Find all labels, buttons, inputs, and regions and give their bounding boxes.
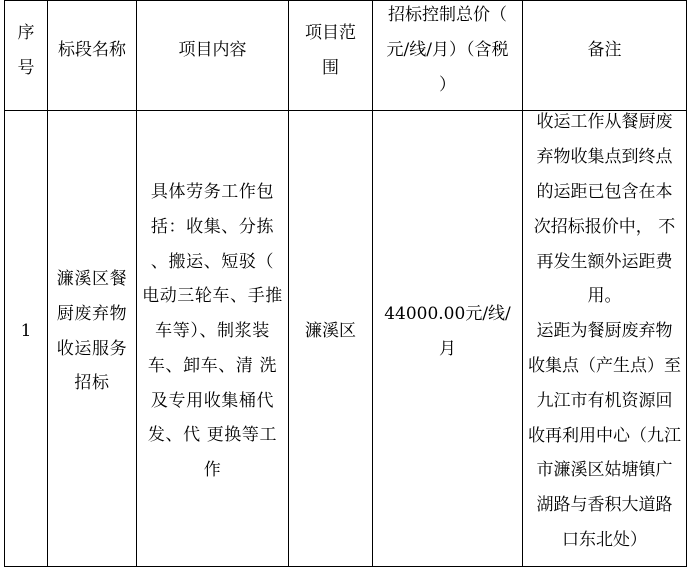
text-line: 作 [203, 460, 222, 481]
text-line: 收运工作从餐厨废 [536, 112, 673, 133]
text-line: 招标控制总价（ [388, 5, 507, 25]
text-line: 月 [439, 338, 456, 359]
row-content [137, 111, 289, 567]
text-line: 再发生额外运距费 [536, 251, 673, 272]
text-line: 车等）、制浆装 [155, 321, 270, 342]
header-content [137, 1, 289, 111]
row-index [5, 111, 48, 567]
text-line: 序 [17, 22, 35, 43]
text-line: 运距为餐厨废弃物 [536, 321, 673, 342]
text-line: 项目内容 [178, 40, 247, 60]
text-line: 发、代 更换等工 [147, 425, 278, 446]
text-line: 收集点（产生点）至 [528, 355, 681, 376]
row-section-name [48, 111, 137, 567]
text-line: 口东北处） [562, 529, 647, 550]
header-index [5, 1, 48, 111]
header-scope [289, 1, 373, 111]
text-line: 招标 [74, 373, 110, 394]
text-line: 标段名称 [58, 40, 126, 60]
text-line: 、搬运、短驳（ [150, 251, 275, 272]
text-line: 厨废弃物 [56, 303, 128, 324]
text-line: 濂溪区餐 [56, 268, 128, 289]
text-line: 用。 [587, 286, 622, 307]
text-line: 收再利用中心（九江 [528, 425, 681, 446]
bid-table [4, 0, 687, 567]
row-price [373, 111, 523, 567]
text-line: 括：收集、分拣 [150, 216, 275, 237]
text-line: 九江市有机资源回 [536, 390, 673, 411]
text-line: 元/线/月）（含税 [386, 40, 509, 60]
text-line: 备注 [587, 40, 622, 60]
text-line: 具体劳务工作包 [150, 181, 275, 202]
header-remarks [523, 1, 687, 111]
header-price [373, 1, 523, 111]
text-line: 收运服务 [56, 338, 128, 359]
text-line: 项目范 [305, 22, 356, 43]
text-line: 号 [17, 57, 35, 78]
text-line: 车、卸车、清 洗 [147, 355, 278, 376]
row-remarks [523, 111, 687, 567]
text-line: 及专用收集桶代 [150, 390, 275, 411]
text-line: 濂溪区 [305, 321, 356, 342]
text-line: 湖路与香积大道路 [536, 495, 673, 516]
text-line: 市濂溪区姑塘镇广 [536, 460, 673, 481]
text-line: 弃物收集点到终点 [536, 147, 673, 168]
text-line: ） [439, 75, 456, 95]
text-line: 围 [322, 57, 339, 78]
text-line: 1 [20, 321, 32, 342]
text-line: 电动三轮车、手推 [142, 286, 283, 307]
text-line: 的运距已包含在本 [536, 181, 673, 202]
row-scope [289, 111, 373, 567]
text-line: 44000.00元/线/ [384, 303, 511, 324]
text-line: 次招标报价中， 不 [533, 216, 676, 237]
header-section-name [48, 1, 137, 111]
